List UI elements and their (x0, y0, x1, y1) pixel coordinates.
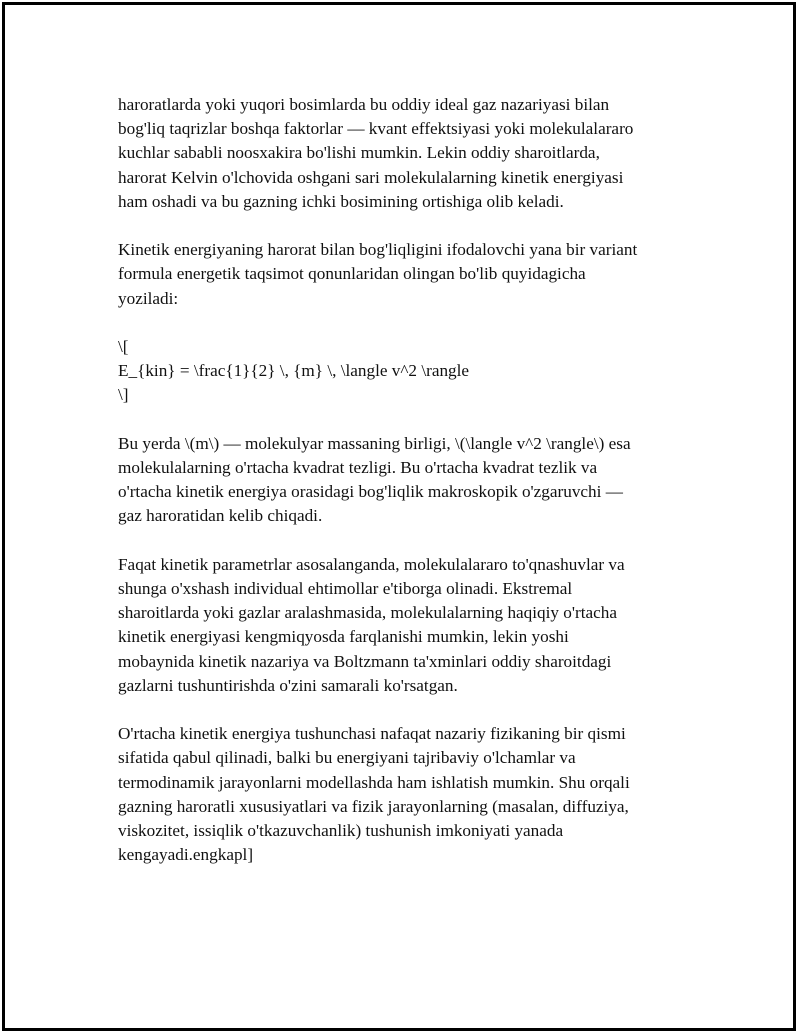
formula-block: \[ E_{kin} = \frac{1}{2} \, {m} \, \langle v^2 \rangle \] (118, 337, 470, 405)
paragraph-2: Kinetik energiyaning harorat bilan bog'liqligini ifodalovchi yana bir variant formula energetik taqsimot qonunlaridan olingan bo'lib quyidagicha yoziladi: (118, 240, 638, 308)
paragraph-5: O'rtacha kinetik energiya tushunchasi nafaqat nazariy fizikaning bir qismi sifatida qabul qilinadi, balki bu energiyani tajribaviy o'lchamlar va termodinamik jarayonlarni modellashda ham ishlatish mumkin. Shu orqali gazning haroratli xususiyatlari va fizik jarayonlarning (masalan, diffuziya, viskozitet, issiqlik o'tkazuvchanlik) tushunish imkoniyati yanada kengayadi.engkapl] (118, 724, 630, 865)
paragraph-4: Faqat kinetik parametrlar asosalanganda, molekulalararo to'qnashuvlar va shunga o'xshash individual ehtimollar e'tiborga olinadi. Ekstremal sharoitlarda yoki gazlar aralashmasida, molekulalarning haqiqiy o'rtacha kinetik energiyasi kengmiqyosda farqlanishi mumkin, lekin yoshi mobaynida kinetik nazariya va Boltzmann ta'xminlari oddiy sharoitdagi gazlarni tushuntirishda o'zini samarali ko'rsatgan. (118, 554, 625, 695)
paragraph-1: haroratlarda yoki yuqori bosimlarda bu oddiy ideal gaz nazariyasi bilan bog'liq taqrizlar boshqa faktorlar — kvant effektsiyasi yoki molekulalararo kuchlar sababli noosxakira bo'lishi mumkin. Lekin oddiy sharoitlarda, harorat Kelvin o'lchovida oshgani sari molekulalarning kinetik energiyasi ham oshadi va bu gazning ichki bosimining ortishiga olib keladi. (118, 95, 634, 211)
paragraph-3: Bu yerda \(m\) — molekulyar massaning birligi, \(\langle v^2 \rangle\) esa molekulalarning o'rtacha kvadrat tezligi. Bu o'rtacha kvadrat tezlik va o'rtacha kinetik energiya orasidagi bog'liqlik makroskopik o'zgaruvchi — gaz haroratidan kelib chiqadi. (118, 433, 631, 526)
document-body (118, 93, 688, 892)
